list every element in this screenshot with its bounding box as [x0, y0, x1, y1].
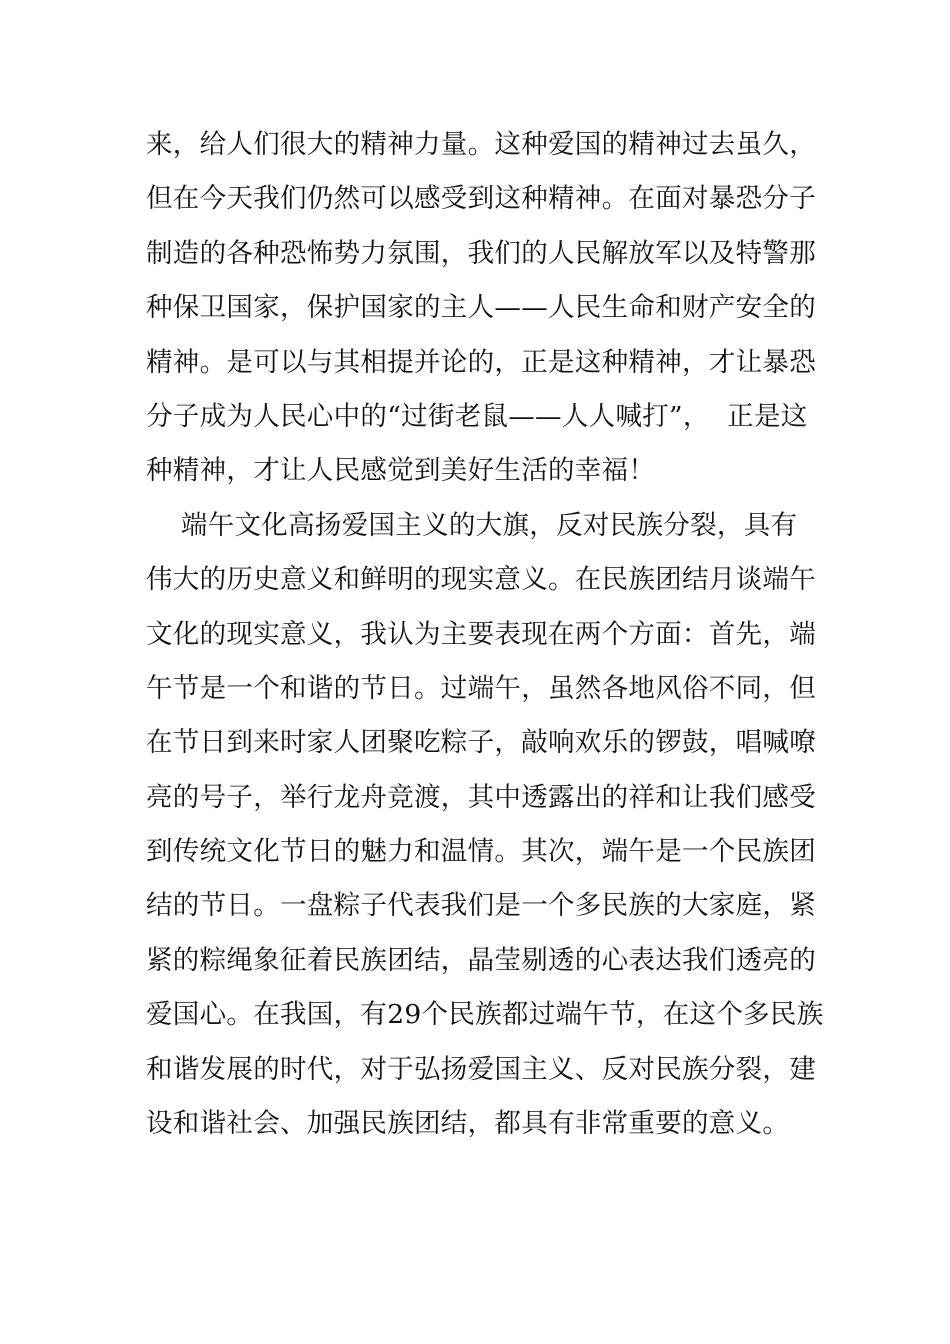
text-line: 制造的各种恐怖势力氛围，我们的人民解放军以及特警那	[146, 237, 816, 269]
text-line: 亮的号子，举行龙舟竞渡，其中透露出的祥和让我们感受	[146, 781, 816, 813]
text-line: 来，给人们很大的精神力量。这种爱国的精神过去虽久，	[146, 129, 816, 160]
text-line: 分子成为人民心中的“过街老鼠——人人喊打”， 正是这	[146, 400, 808, 432]
text-line: 和谐发展的时代，对于弘扬爱国主义、反对民族分裂，建	[146, 1053, 816, 1085]
text-line: 紧的粽绳象征着民族团结，晶莹剔透的心表达我们透亮的	[146, 944, 816, 976]
body-text	[146, 118, 824, 1151]
text-line: 设和谐社会、加强民族团结，都具有非常重要的意义。	[146, 1108, 790, 1140]
paragraph-start-line: 端午文化高扬爱国主义的大旗，反对民族分裂，具有	[146, 509, 798, 541]
text-line: 种保卫国家，保护国家的主人——人民生命和财产安全的	[146, 292, 816, 324]
text-line: 伟大的历史意义和鲜明的现实意义。在民族团结月谈端午	[146, 564, 816, 596]
text-line: 在节日到来时家人团聚吃粽子，敲响欢乐的锣鼓，唱喊嘹	[146, 727, 816, 759]
text-line: 午节是一个和谐的节日。过端午，虽然各地风俗不同，但	[146, 672, 816, 704]
text-line: 结的节日。一盘粽子代表我们是一个多民族的大家庭，紧	[146, 890, 816, 922]
text-line: 但在今天我们仍然可以感受到这种精神。在面对暴恐分子	[146, 183, 816, 215]
text-line: 爱国心。在我国，有29个民族都过端午节，在这个多民族	[146, 999, 824, 1031]
text-line: 种精神，才让人民感觉到美好生活的幸福！	[146, 455, 656, 487]
text-line: 精神。是可以与其相提并论的，正是这种精神，才让暴恐	[146, 346, 816, 378]
text-line: 文化的现实意义，我认为主要表现在两个方面：首先，端	[146, 618, 816, 650]
text-line: 到传统文化节日的魅力和温情。其次，端午是一个民族团	[146, 836, 816, 868]
